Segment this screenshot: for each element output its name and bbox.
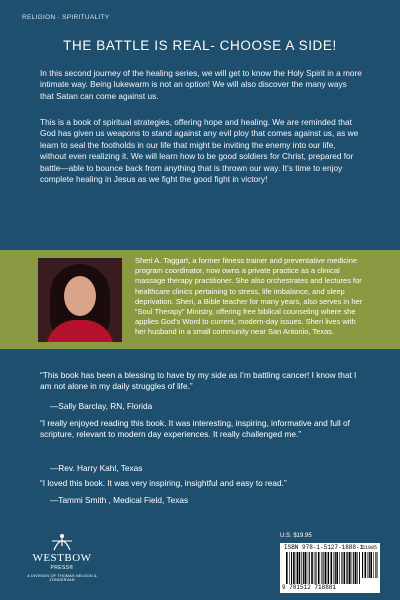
publisher-tagline: A DIVISION OF THOMAS NELSON & ZONDERVAN <box>27 574 97 582</box>
review-quote-3: “I loved this book. It was very inspiring, insightful and easy to read.” <box>40 478 287 488</box>
price-code: 51995 <box>362 545 378 551</box>
headline: THE BATTLE IS REAL- CHOOSE A SIDE! <box>63 38 337 53</box>
publisher-sub: PRESS® <box>50 565 74 571</box>
publisher-name: WESTBOW <box>32 552 92 564</box>
barcode <box>280 543 380 593</box>
review-quote-1: “This book has been a blessing to have by my side as I’m battling cancer! I know that I am not alone in my daily struggles of life.” <box>40 370 357 392</box>
description-paragraph-2: This is a book of spiritual strategies, offering hope and healing. We are reminded that God has given us weapons to stand against any evil ploy that comes against us, as we learn to seal the footholds in our life that might be inviting the enemy into our life, without even realizing it. We will learn how to be good soldiers for Christ, prepared for battle—able to bounce back from anything that is thrown our way. It’s time to enjoy complete healing in Jesus as we fight the good fight in victory! <box>40 117 359 185</box>
review-attribution-1: —Sally Barclay, RN, Florida <box>50 401 153 411</box>
category-label: RELIGION · SPIRITUALITY <box>22 14 110 21</box>
review-attribution-2: —Rev. Harry Kahl, Texas <box>50 463 143 473</box>
author-photo <box>38 258 122 342</box>
archer-icon <box>50 530 74 552</box>
review-quote-2: “I really enjoyed reading this book. It was interesting, inspiring, informative and full of scripture, relevant to modern day experiences. It really challenged me.” <box>40 418 350 440</box>
review-attribution-3: —Tammi Smith , Medical Field, Texas <box>50 495 189 505</box>
publisher-logo <box>22 530 102 594</box>
author-bio: Sheri A. Taggart, a former fitness trainer and preventative medicine program coordinator, now owns a private practice as a clinical massage therapy practitioner. She also orchestrates and lectures for healthcare clinics pertaining to stress, life imbalance, and sleep deprivation. Sheri, a Bible teacher for many years, also serves in her “Soul Therapy” Ministry, offering free biblical counseling where she applies God’s Word to current, modern-day issues. Sheri lives with her husband in a small community near San Antonio, Texas. <box>135 256 363 337</box>
description-paragraph-1: In this second journey of the healing series, we will get to know the Holy Spirit in a more intimate way. Being lukewarm is not an option! We will also discover the many ways that Satan can come against us. <box>40 68 362 101</box>
barcode-number: 9 781512 718881 <box>282 584 337 591</box>
isbn-text: ISBN 978-1-5127-1888-1 <box>284 544 364 551</box>
price-barcode-bars <box>362 552 378 578</box>
author-section <box>0 250 400 349</box>
barcode-bars <box>286 552 360 584</box>
price-label: U.S. $19.95 <box>280 533 312 539</box>
